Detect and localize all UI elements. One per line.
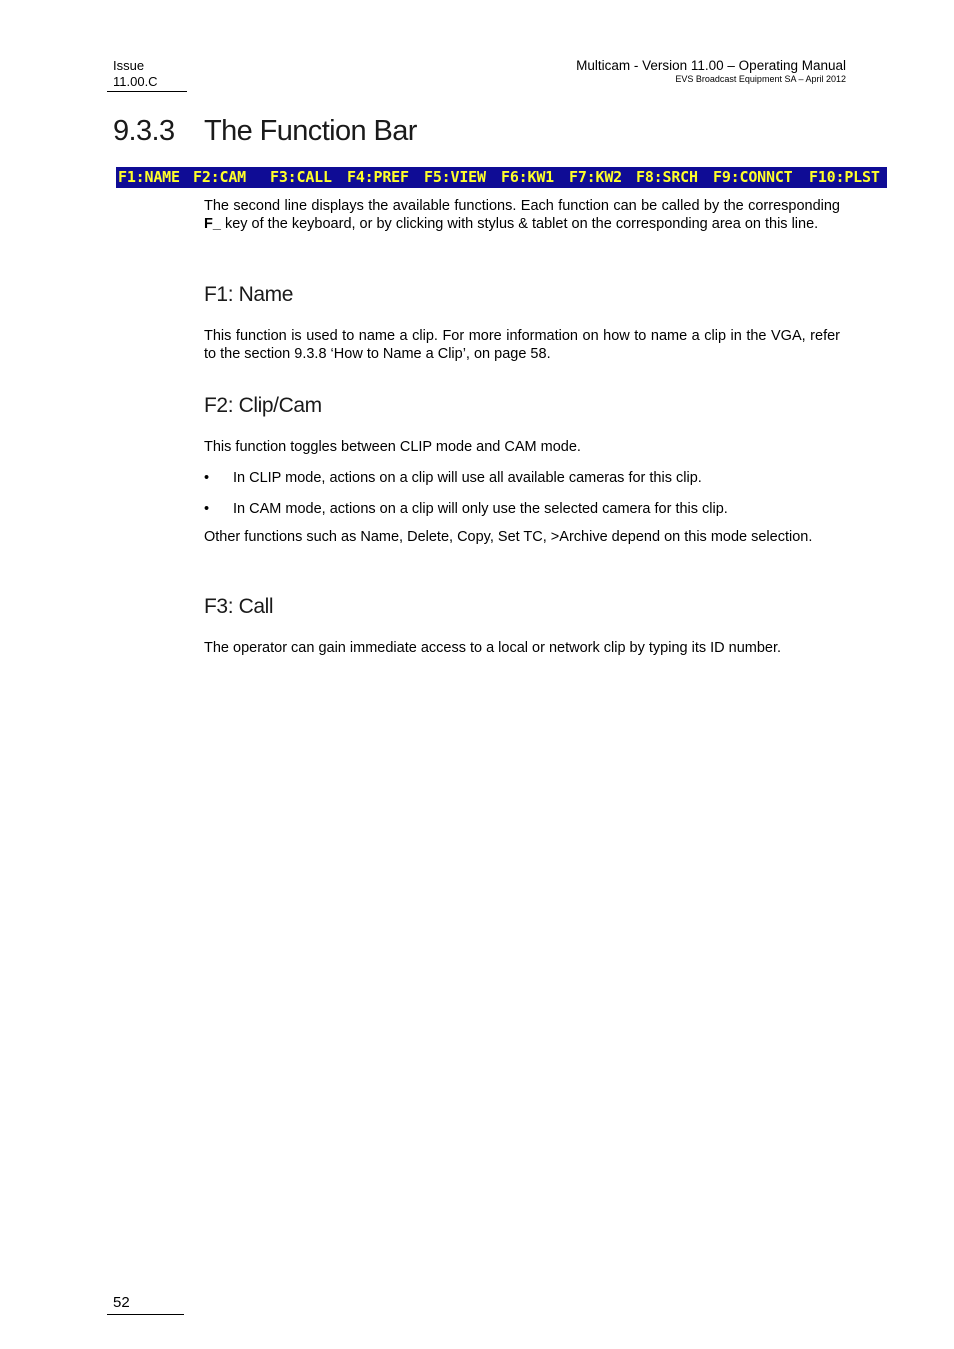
bullet-icon: • <box>204 470 210 486</box>
list-item-text: In CAM mode, actions on a clip will only use the selected camera for this clip. <box>233 501 728 517</box>
function-key-f9: F9:CONNCT <box>713 168 793 186</box>
function-bar <box>116 167 887 188</box>
issue-label: Issue <box>113 58 145 73</box>
f2-heading: F2: Clip/Cam <box>204 394 322 417</box>
intro-key: F_ <box>204 216 221 233</box>
header-issue <box>113 58 158 90</box>
section-number: 9.3.3 <box>113 115 175 147</box>
bullet-icon: • <box>204 501 210 517</box>
function-key-f8: F8:SRCH <box>636 168 698 186</box>
f3-paragraph: The operator can gain immediate access to a local or network clip by typing its ID number. <box>204 640 782 656</box>
section-title: The Function Bar <box>204 115 417 147</box>
document-subtitle: EVS Broadcast Equipment SA – April 2012 <box>675 74 846 84</box>
function-key-f7: F7:KW2 <box>569 168 622 186</box>
f3-heading: F3: Call <box>204 595 274 618</box>
f1-paragraph: This function is used to name a clip. For more information on how to name a clip in the VGA, refer to the section 9.3.8 ‘How to Name a Clip’, on page 58. <box>204 328 840 363</box>
f1-heading: F1: Name <box>204 283 293 306</box>
function-key-f5: F5:VIEW <box>424 168 486 186</box>
document-title: Multicam - Version 11.00 – Operating Manual <box>576 58 846 73</box>
header-document-info <box>576 58 846 85</box>
issue-value: 11.00.C <box>113 74 158 89</box>
section-heading <box>113 113 417 149</box>
function-key-f1: F1:NAME <box>118 168 180 186</box>
function-key-f10: F10:PLST <box>809 168 880 186</box>
function-key-f3: F3:CALL <box>270 168 332 186</box>
header-divider <box>107 91 187 92</box>
intro-paragraph <box>204 197 840 234</box>
list-item-text: In CLIP mode, actions on a clip will use all available cameras for this clip. <box>233 470 702 486</box>
f2-intro: This function toggles between CLIP mode and CAM mode. <box>204 439 581 455</box>
function-key-f4: F4:PREF <box>347 168 409 186</box>
function-key-f2: F2:CAM <box>193 168 246 186</box>
page-number: 52 <box>113 1294 130 1311</box>
f2-outro: Other functions such as Name, Delete, Copy, Set TC, >Archive depend on this mode selection. <box>204 529 813 545</box>
footer-divider <box>107 1314 184 1315</box>
intro-text-after-key: key of the keyboard, or by clicking with stylus & tablet on the corresponding area on this line. <box>224 216 819 233</box>
intro-text-before-key: The second line displays the available functions. Each function can be called by the corresponding <box>204 198 840 214</box>
function-key-f6: F6:KW1 <box>501 168 554 186</box>
